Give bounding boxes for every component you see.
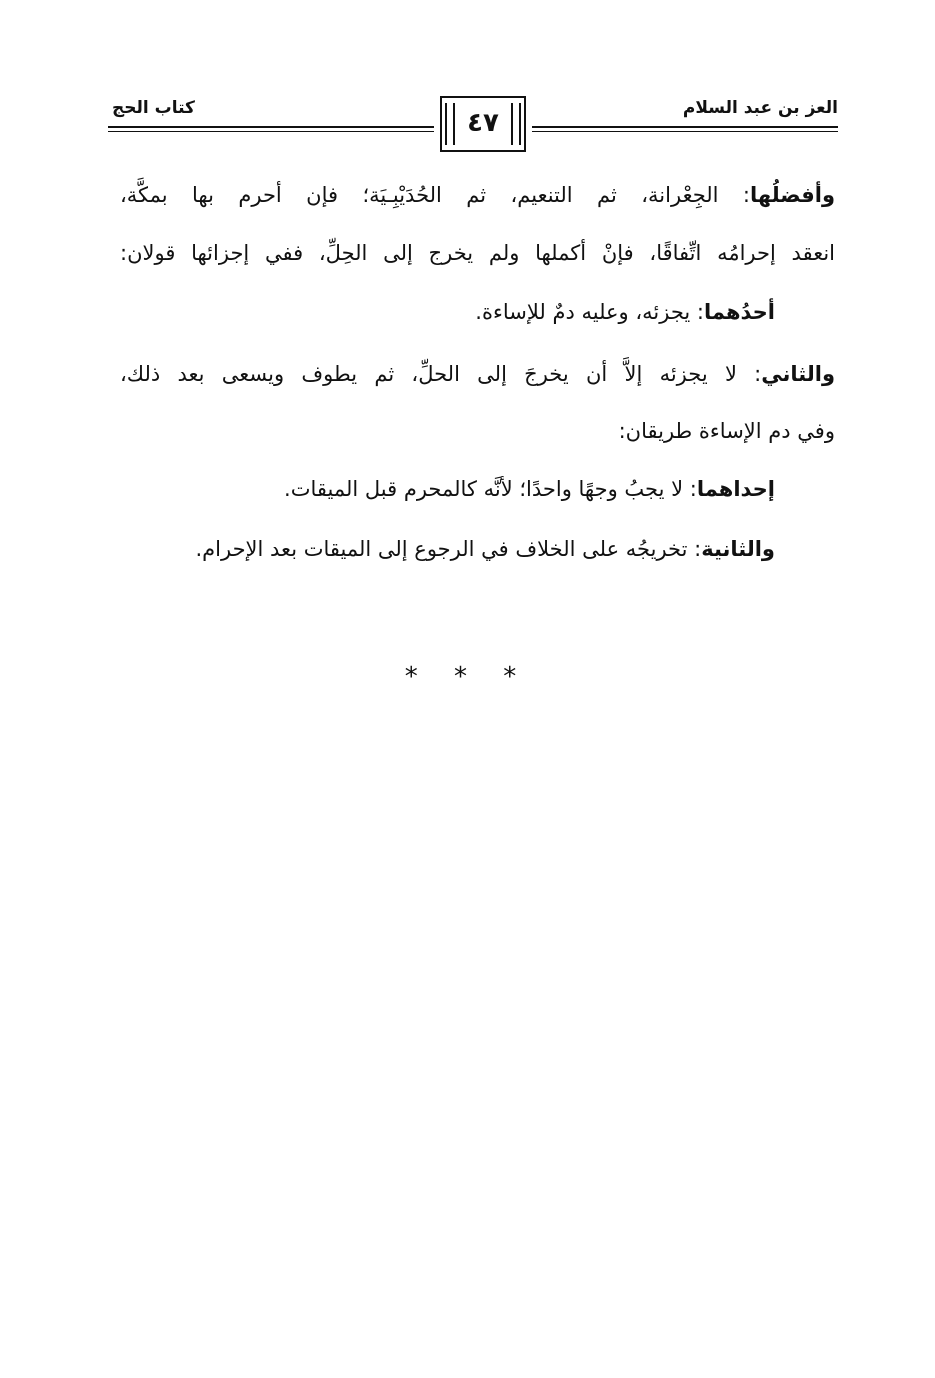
running-head-book: كتاب الحج xyxy=(112,98,195,118)
text-line-5 xyxy=(619,416,835,446)
header-rule-left-thin xyxy=(108,131,434,132)
header-rule-right xyxy=(532,126,838,128)
page-header xyxy=(108,92,838,162)
line-text: وفي دم الإساءة طريقان: xyxy=(618,419,835,443)
line-text: : لا يجزئه إلاَّ أن يخرجَ إلى الحلِّ، ثم يطوف ويسعى بعد ذلك، xyxy=(120,362,762,386)
line-text: : الجِعْرانة، ثم التنعيم، ثم الحُدَيْبِـيَة؛ فإن أحرم بها بمكَّة، xyxy=(120,183,750,207)
lead-word: والثانية xyxy=(701,537,775,561)
line-text: : يجزئه، وعليه دمٌ للإساءة. xyxy=(475,300,704,324)
line-text: : تخريجُه على الخلاف في الرجوع إلى الميقات بعد الإحرام. xyxy=(195,537,702,561)
text-line-6 xyxy=(284,474,775,504)
text-line-1 xyxy=(120,180,835,210)
text-line-2 xyxy=(120,238,835,268)
section-separator: * * * xyxy=(404,662,531,692)
text-line-3 xyxy=(475,297,775,327)
page-number: ٤٧ xyxy=(467,108,499,138)
line-text: انعقد إحرامُه اتِّفاقًا، فإنْ أكملها ولم يخرج إلى الحِلِّ، ففي إجزائها قولان: xyxy=(120,241,835,265)
lead-word: والثاني xyxy=(761,362,835,386)
text-line-4 xyxy=(120,359,835,389)
header-rule-left xyxy=(108,126,434,128)
header-rule-right-thin xyxy=(532,131,838,132)
text-line-7 xyxy=(195,534,775,564)
lead-word: إحداهما xyxy=(696,477,775,501)
line-text: : لا يجبُ وجهًا واحدًا؛ لأنَّه كالمحرم قبل الميقات. xyxy=(284,477,697,501)
running-head-author: العز بن عبد السلام xyxy=(682,98,838,118)
page-number-frame xyxy=(440,96,526,152)
lead-word: وأفضلُها xyxy=(749,183,835,207)
lead-word: أحدُهما xyxy=(704,300,775,324)
